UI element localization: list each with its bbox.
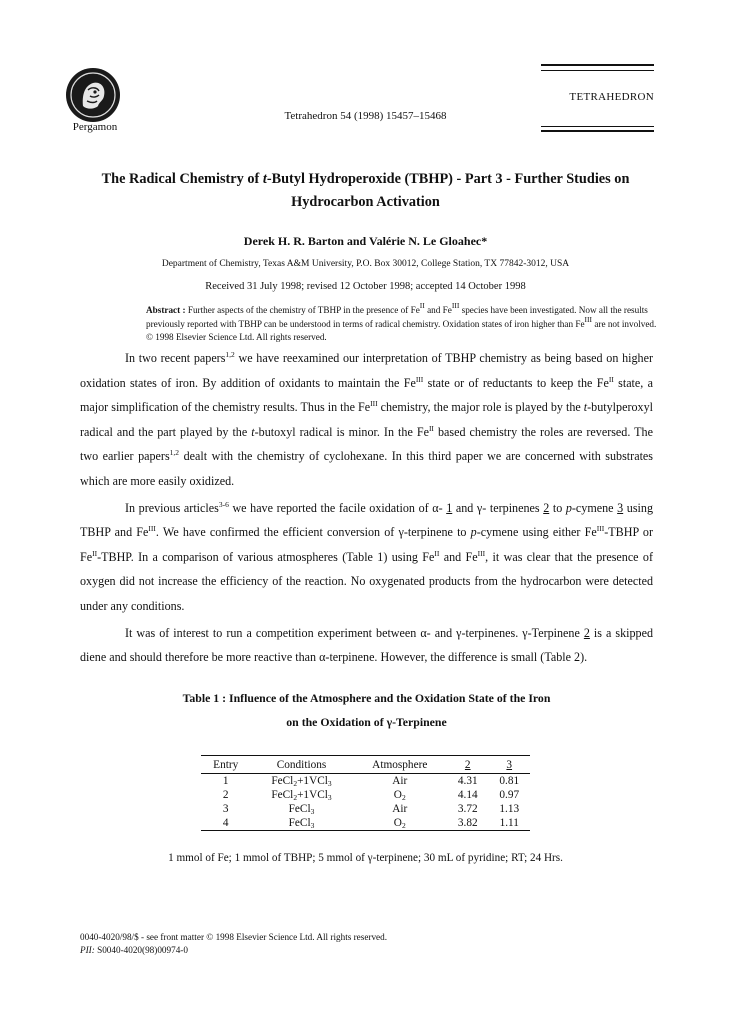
table-cell: 1 <box>222 775 229 787</box>
table-cell: 4 <box>201 816 250 831</box>
table-header-row <box>201 756 530 774</box>
authors: Derek H. R. Barton and Valérie N. Le Gloahec* <box>243 234 488 248</box>
column-header: Conditions <box>250 756 352 774</box>
publisher-name: Pergamon <box>72 121 118 133</box>
column-header: Atmosphere <box>353 756 447 774</box>
table-footnote: 1 mmol of Fe; 1 mmol of TBHP; 5 mmol of γ-terpinene; 30 mL of pyridine; RT; 24 Hrs. <box>168 852 563 864</box>
table-cell: 3.82 <box>447 816 489 831</box>
article-title: The Radical Chemistry of t-Butyl Hydroperoxide (TBHP) - Part 3 - Further Studies on Hydrocarbon Activation <box>101 171 630 210</box>
table-cell: 0.81 <box>499 775 520 787</box>
header-rule <box>541 126 654 127</box>
table-cell: 4.31 <box>457 775 478 787</box>
copyright-footer: 0040-4020/98/$ - see front matter © 1998 Elsevier Science Ltd. All rights reserved. PII: S0040-4020(98)00974-0 <box>80 932 388 955</box>
table-cell: $O_2$ <box>393 789 406 802</box>
table-cell: FeCl$_2$+1VCl$_3$ <box>271 789 332 802</box>
table-cell: 3 <box>222 803 229 815</box>
table-cell: 1.11 <box>488 816 530 831</box>
column-header: 3 <box>488 756 530 774</box>
table-cell: 1.13 <box>499 803 520 815</box>
paragraph: It was of interest to run a competition experiment between α- and γ-terpinenes. γ-Terpinene 2 is a skipped diene and should therefore be more reactive than α-terpinene. However, the difference is small (Table 2). <box>80 625 653 665</box>
header-rule <box>541 130 654 132</box>
journal-name: TETRAHEDRON <box>569 91 654 103</box>
table-cell: Air <box>392 803 408 815</box>
column-header: 2 <box>447 756 489 774</box>
table-row <box>201 774 530 789</box>
header-rule <box>541 64 654 66</box>
received-dates: Received 31 July 1998; revised 12 October 1998; accepted 14 October 1998 <box>205 281 526 292</box>
table-cell: FeCl$_2$+1VCl$_3$ <box>271 775 332 788</box>
table-cell: FeCl$_3$ <box>288 803 315 816</box>
header-rule <box>541 70 654 71</box>
column-header: Entry <box>201 756 250 774</box>
results-table <box>201 755 530 831</box>
paragraph: In two recent papers$^{1,2}$ we have reexamined our interpretation of TBHP chemistry as being based on higher oxidation states of iron. By addition of oxidants to maintain the $Fe^{III}$ state or of reductants to keep the $Fe^{II}$ state, a major simplification of the chemistry results. Thus in the $Fe^{III}$ chemistry, the major role is played by the t-butylperoxyl radical and the part played by the t-butoxyl radical is minor. In the $Fe^{II}$ based chemistry the roles are reversed. The two earlier papers$^{1,2}$ dealt with the chemistry of cyclohexane. In this third paper we are concerned with substrates which are more easily oxidized. <box>80 350 653 488</box>
table-row <box>201 788 530 802</box>
table-cell: 0.97 <box>499 789 520 801</box>
table-row <box>201 816 530 831</box>
table-cell: $O_2$ <box>353 816 447 831</box>
abstract: Abstract : Further aspects of the chemistry of TBHP in the presence of $Fe^{II}$ and $Fe^{III}$ species have been investigated. Now all the results previously reported with TBHP can be understood in terms of radical chemistry. Oxidation states of iron higher than $Fe^{III}$ are not involved. © 1998 Elsevier Science Ltd. All rights reserved. <box>146 301 657 342</box>
journal-reference: Tetrahedron 54 (1998) 15457–15468 <box>284 110 447 122</box>
table-cell: FeCl$_3$ <box>250 816 352 831</box>
table-cell: 4.14 <box>457 789 478 801</box>
table-cell: 2 <box>222 789 229 801</box>
table-cell: 3.72 <box>457 803 478 815</box>
table-cell: Air <box>392 775 408 787</box>
body-text <box>80 346 653 670</box>
affiliation: Department of Chemistry, Texas A&M University, P.O. Box 30012, College Station, TX 77842-3012, USA <box>161 259 570 269</box>
table-caption: Table 1 : Influence of the Atmosphere and the Oxidation State of the Iron on the Oxidation of γ-Terpinene <box>182 691 551 729</box>
paragraph: In previous articles$^{3-6}$ we have reported the facile oxidation of α- 1 and γ- terpinenes 2 to p-cymene 3 using TBHP and $Fe^{III}$. We have confirmed the efficient conversion of γ-terpinene to p-cymene using either $Fe^{III}$-TBHP or $Fe^{II}$-TBHP. In a comparison of various atmospheres (Table 1) using $Fe^{II}$ and $Fe^{III}$, it was clear that the presence of oxygen did not increase the efficiency of the reaction. No oxygenated products from the hydrocarbon were detected under any conditions. <box>80 499 653 613</box>
table-row <box>201 802 530 816</box>
